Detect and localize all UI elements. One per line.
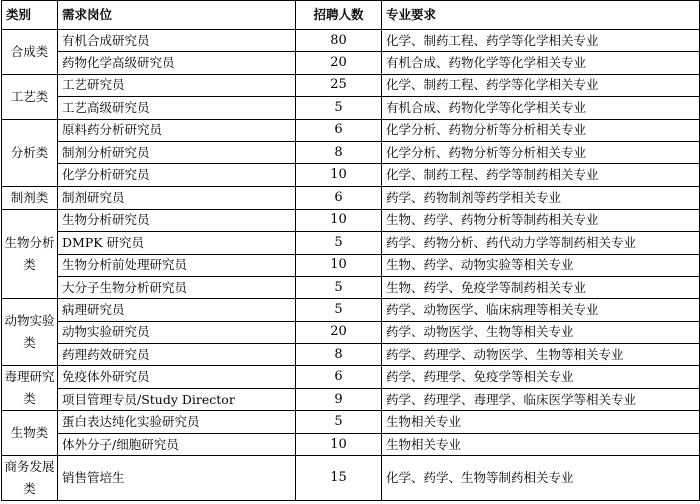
major-cell: 有机合成、药物化学等化学相关专业	[382, 52, 700, 74]
position-cell: 药物化学高级研究员	[58, 52, 296, 74]
position-cell: 工艺高级研究员	[58, 97, 296, 119]
major-cell: 化学分析、药物分析等分析相关专业	[382, 119, 700, 141]
count-cell: 10	[296, 433, 382, 455]
count-cell: 25	[296, 74, 382, 96]
position-cell: 工艺研究员	[58, 74, 296, 96]
table-row	[2, 97, 700, 119]
major-cell: 药学、药理学、动物医学、生物等相关专业	[382, 344, 700, 366]
position-cell: 大分子生物分析研究员	[58, 276, 296, 298]
category-cell: 生物分析类	[2, 209, 58, 299]
position-cell: 生物分析前处理研究员	[58, 254, 296, 276]
table-row	[2, 52, 700, 74]
position-cell: 销售管培生	[58, 456, 296, 501]
header-row	[2, 1, 700, 30]
count-cell: 20	[296, 321, 382, 343]
major-cell: 化学、药学、生物等制药相关专业	[382, 456, 700, 501]
position-cell: 药理药效研究员	[58, 344, 296, 366]
major-cell: 药学、药理学、免疫学等相关专业	[382, 366, 700, 389]
table-row	[2, 388, 700, 411]
table-row	[2, 456, 700, 501]
position-cell: 原料药分析研究员	[58, 119, 296, 141]
table-row	[2, 119, 700, 141]
position-cell: 有机合成研究员	[58, 30, 296, 52]
count-cell: 9	[296, 388, 382, 411]
table-row	[2, 366, 700, 389]
major-cell: 化学、制药工程、药学等化学相关专业	[382, 30, 700, 52]
count-cell: 6	[296, 119, 382, 141]
count-cell: 10	[296, 209, 382, 231]
table-row	[2, 30, 700, 52]
position-cell: 制剂分析研究员	[58, 141, 296, 163]
table-row	[2, 186, 700, 209]
category-cell: 商务发展类	[2, 456, 58, 501]
major-cell: 化学、制药工程、药学等制药相关专业	[382, 164, 700, 186]
major-cell: 药学、动物医学、临床病理等相关专业	[382, 299, 700, 321]
major-cell: 生物、药学、免疫学等制药相关专业	[382, 276, 700, 298]
major-cell: 化学分析、药物分析等分析相关专业	[382, 141, 700, 163]
major-cell: 有机合成、药物化学等化学相关专业	[382, 97, 700, 119]
position-cell: 免疫体外研究员	[58, 366, 296, 389]
position-cell: 病理研究员	[58, 299, 296, 321]
position-cell: 动物实验研究员	[58, 321, 296, 343]
count-cell: 5	[296, 411, 382, 433]
table-row	[2, 74, 700, 96]
table-body	[2, 30, 700, 501]
position-cell: 制剂研究员	[58, 186, 296, 209]
position-cell: 蛋白表达纯化实验研究员	[58, 411, 296, 433]
table-row	[2, 276, 700, 298]
category-cell: 制剂类	[2, 186, 58, 209]
category-cell: 分析类	[2, 119, 58, 186]
count-cell: 6	[296, 366, 382, 389]
count-cell: 5	[296, 97, 382, 119]
major-cell: 生物相关专业	[382, 411, 700, 433]
major-cell: 药学、动物医学、生物等相关专业	[382, 321, 700, 343]
major-cell: 化学、制药工程、药学等化学相关专业	[382, 74, 700, 96]
table-row	[2, 164, 700, 186]
major-cell: 药学、药物分析、药代动力学等制药相关专业	[382, 232, 700, 254]
count-cell: 6	[296, 186, 382, 209]
table-row	[2, 254, 700, 276]
table-row	[2, 433, 700, 455]
table-row	[2, 209, 700, 231]
count-cell: 8	[296, 141, 382, 163]
major-cell: 药学、药物制剂等药学相关专业	[382, 186, 700, 209]
count-cell: 5	[296, 276, 382, 298]
position-cell: 化学分析研究员	[58, 164, 296, 186]
header-category: 类别	[2, 1, 58, 30]
major-cell: 生物、药学、药物分析等制药相关专业	[382, 209, 700, 231]
table-row	[2, 411, 700, 433]
position-cell: 项目管理专员/Study Director	[58, 388, 296, 411]
category-cell: 毒理研究类	[2, 366, 58, 411]
major-cell: 生物、药学、动物实验等相关专业	[382, 254, 700, 276]
count-cell: 5	[296, 232, 382, 254]
category-cell: 生物类	[2, 411, 58, 456]
header-position: 需求岗位	[58, 1, 296, 30]
table-row	[2, 232, 700, 254]
category-cell: 动物实验类	[2, 299, 58, 366]
position-cell: 体外分子/细胞研究员	[58, 433, 296, 455]
table-row	[2, 299, 700, 321]
count-cell: 80	[296, 30, 382, 52]
position-cell: DMPK 研究员	[58, 232, 296, 254]
count-cell: 20	[296, 52, 382, 74]
count-cell: 8	[296, 344, 382, 366]
header-count: 招聘人数	[296, 1, 382, 30]
table-row	[2, 321, 700, 343]
count-cell: 5	[296, 299, 382, 321]
count-cell: 10	[296, 254, 382, 276]
table-row	[2, 344, 700, 366]
count-cell: 10	[296, 164, 382, 186]
major-cell: 生物相关专业	[382, 433, 700, 455]
category-cell: 工艺类	[2, 74, 58, 119]
table-row	[2, 141, 700, 163]
recruitment-table	[1, 0, 700, 501]
category-cell: 合成类	[2, 30, 58, 75]
header-major: 专业要求	[382, 1, 700, 30]
major-cell: 药学、药理学、毒理学、临床医学等相关专业	[382, 388, 700, 411]
position-cell: 生物分析研究员	[58, 209, 296, 231]
count-cell: 15	[296, 456, 382, 501]
